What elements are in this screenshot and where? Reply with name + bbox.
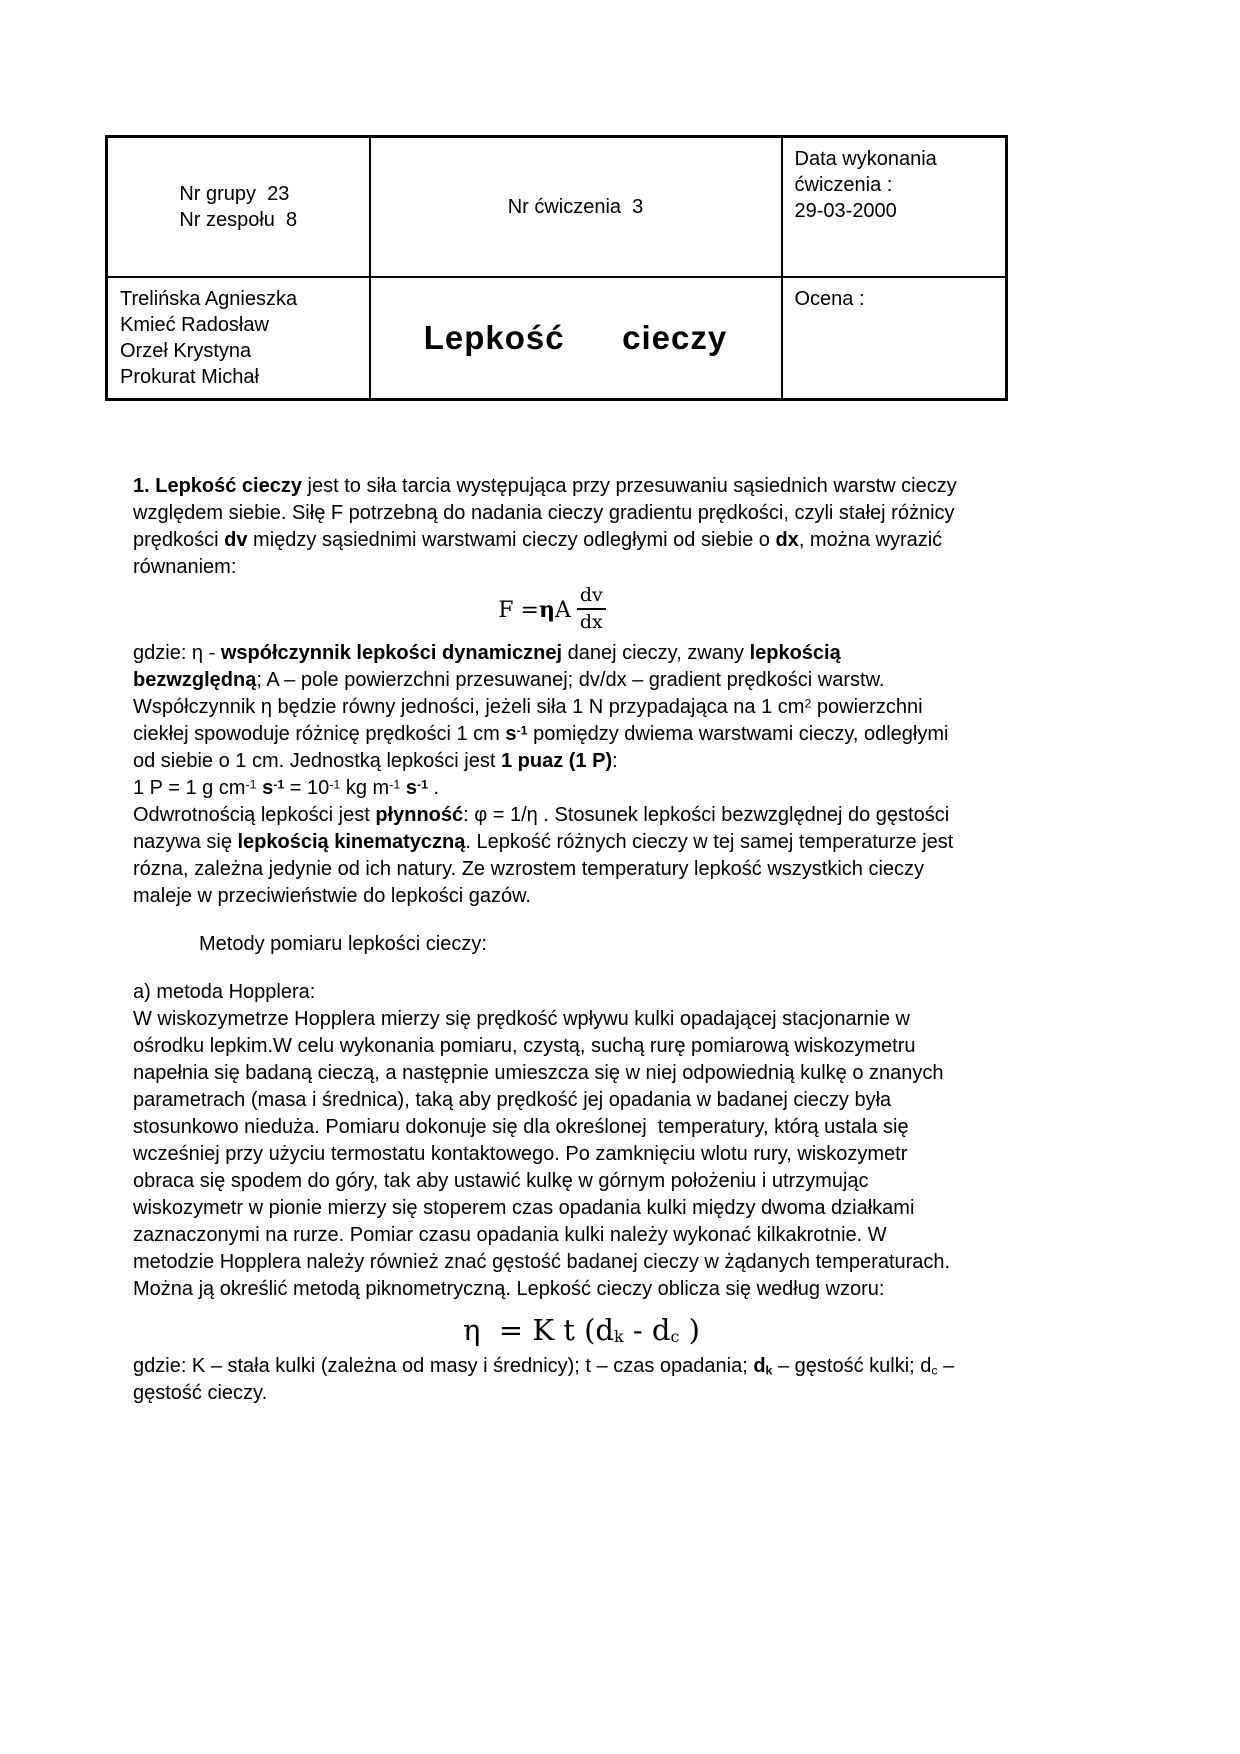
group-number: Nr grupy 23: [179, 182, 290, 205]
author-name: Prokurat Michał: [120, 365, 259, 388]
methods-heading: Metody pomiaru lepkości cieczy:: [199, 932, 487, 955]
date-label: Data wykonania ćwiczenia :: [794, 148, 943, 196]
title-cell: [370, 277, 782, 400]
group-team-cell: [107, 137, 370, 277]
area-symbol: A: [554, 597, 571, 623]
date-cell: [782, 137, 1007, 277]
author-name: Kmieć Radosław: [120, 313, 269, 336]
fraction-numerator: dv: [577, 584, 606, 610]
fraction-dv-dx: [577, 584, 606, 634]
formula-hoppler: η = K t ($d_k - d_c$ ): [463, 1312, 700, 1347]
document-body: [133, 473, 971, 1407]
document-title: Lepkość cieczy: [423, 318, 728, 356]
header-table: [105, 135, 1008, 401]
date-value: 29-03-2000: [794, 200, 897, 222]
paragraph-intro: 1. Lepkość cieczy jest to siła tarcia występująca przy przesuwaniu sąsiednich warstw cieczy względem siebie. Siłę F potrzebną do nadania cieczy gradientu prędkości, czyli stałej różnicy prędkości dv między sąsiednimi warstwami cieczy odległymi od siebie o dx, można wyrazić równaniem:: [133, 474, 963, 578]
method-a-heading: a) metoda Hopplera:: [133, 980, 316, 1003]
authors-cell: [107, 277, 370, 400]
author-name: Orzeł Krystyna: [120, 339, 252, 362]
formula-lhs: F =: [498, 597, 539, 623]
grade-cell: [782, 277, 1007, 400]
fraction-denominator: dx: [579, 610, 603, 633]
paragraph-unit-equation: 1 P = 1 g $cm^{-1}$ $s^{-1} = 10^{-1}$ kg $m^{-1}$ $s^{-1}$ .: [133, 776, 440, 799]
exercise-number-cell: [370, 137, 782, 277]
formula-viscous-force: [133, 583, 971, 636]
author-name: Trelińska Agnieszka: [120, 287, 298, 310]
paragraph-symbol-legend: gdzie: K – stała kulki (zależna od masy i średnicy); t – czas opadania; $d_k$ – gęstość kulki; $d_c$ – gęstość cieczy.: [133, 1354, 960, 1404]
paragraph-hoppler-method: W wiskozymetrze Hopplera mierzy się prędkość wpływu kulki opadającej stacjonarnie w ośrodku lepkim.W celu wykonania pomiaru, czystą, suchą rurę pomiarową wiskozymetru napełnia się badaną cieczą, a następnie umieszcza się w niej odpowiednią kulkę o znanych parametrach (masa i średnica), taką aby prędkość jej opadania w badanej cieczy była stosunkowo nieduża. Pomiaru dokonuje się dla określonej temperatury, którą ustala się wcześniej przy użyciu termostatu kontaktowego. Po zamknięciu wlotu rury, wiskozymetr obraca się spodem do góry, tak aby ustawić kulkę w górnym położeniu i utrzymując wiskozymetr w pionie mierzy się stoperem czas opadania kulki między dwoma działkami zaznaczonymi na rurze. Pomiar czasu opadania kulki należy wykonać kilkakrotnie. W metodzie Hopplera należy również znać gęstość badanej cieczy w żądanych temperaturach. Można ją określić metodą piknometryczną. Lepkość cieczy oblicza się według wzoru:: [133, 1007, 956, 1300]
exercise-number: Nr ćwiczenia 3: [507, 195, 644, 218]
grade-label: Ocena :: [794, 287, 865, 310]
eta-symbol: η: [538, 596, 555, 623]
team-number: Nr zespołu 8: [179, 208, 298, 231]
paragraph-definitions: gdzie: η - współczynnik lepkości dynamicznej danej cieczy, zwany lepkością bezwzględną; A – pole powierzchni przesuwanej; dv/dx – gradient prędkości warstw. Współczynnik η będzie równy jedności, jeżeli siła 1 N przypadająca na 1 $cm^2$ powierzchni ciekłej spowoduje różnicę prędkości 1 cm $s^{-1}$ pomiędzy dwiema warstwami cieczy, odległymi od siebie o 1 cm. Jednostką lepkości jest 1 puaz (1 P):: [133, 641, 954, 772]
paragraph-fluidity: Odwrotnością lepkości jest płynność: φ = 1/η . Stosunek lepkości bezwzględnej do gęstości nazywa się lepkością kinematyczną. Lepkość różnych cieczy w tej samej temperaturze jest rózna, zależna jedynie od ich natury. Ze wzrostem temperatury lepkość wszystkich cieczy maleje w przeciwieństwie do lepkości gazów.: [133, 803, 959, 907]
